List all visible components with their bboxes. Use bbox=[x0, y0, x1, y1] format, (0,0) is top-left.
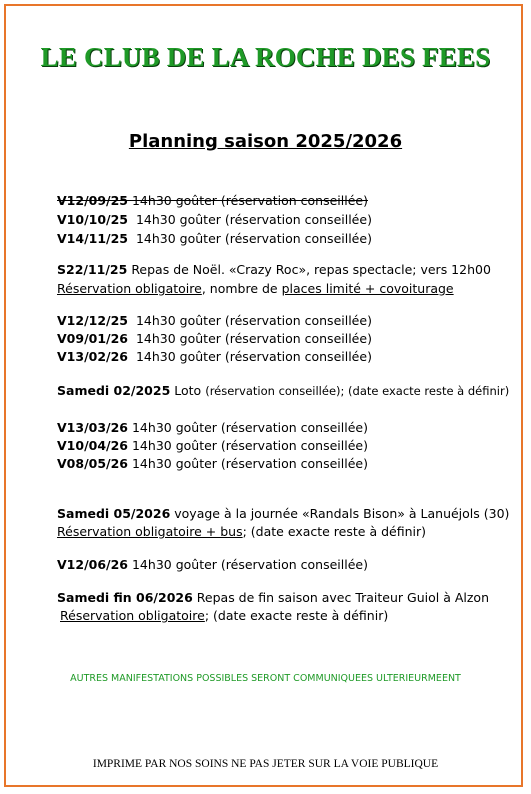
event-text: 14h30 goûter (réservation conseillée) bbox=[131, 193, 368, 208]
event-text: 14h30 goûter (réservation conseillée) bbox=[135, 313, 372, 328]
event-line bbox=[57, 438, 368, 454]
notice-text: AUTRES MANIFESTATIONS POSSIBLES SERONT COMMUNIQUEES ULTERIEURMEENT bbox=[70, 673, 461, 684]
event-line bbox=[57, 313, 372, 329]
event-line bbox=[57, 212, 372, 228]
event-line bbox=[57, 331, 372, 347]
event-date: V12/09/25 bbox=[57, 193, 128, 208]
event-text: Repas de Noël. «Crazy Roc», repas spectacle; vers 12h00 bbox=[131, 262, 491, 277]
event-note: (réservation conseillée); (date exacte reste à définir) bbox=[205, 384, 510, 398]
event-date: V12/12/25 bbox=[57, 313, 128, 328]
event-line bbox=[57, 420, 368, 436]
event-text: 14h30 goûter (réservation conseillée) bbox=[131, 456, 368, 471]
event-date: V14/11/25 bbox=[57, 231, 128, 246]
event-text: Repas de fin saison avec Traiteur Guiol à Alzon bbox=[196, 590, 489, 605]
reservation-required: Réservation obligatoire bbox=[57, 281, 202, 296]
event-text: 14h30 goûter (réservation conseillée) bbox=[135, 349, 372, 364]
planning-heading bbox=[0, 131, 531, 152]
event-date: V12/06/26 bbox=[57, 557, 128, 572]
reservation-required: Réservation obligatoire bbox=[60, 608, 205, 623]
event-date: V09/01/26 bbox=[57, 331, 128, 346]
planning-heading-text: Planning saison 2025/2026 bbox=[128, 131, 403, 152]
event-date: V08/05/26 bbox=[57, 456, 128, 471]
event-line bbox=[57, 590, 489, 606]
event-date: V10/04/26 bbox=[57, 438, 128, 453]
event-date: V10/10/25 bbox=[57, 212, 128, 227]
footer-text: IMPRIME PAR NOS SOINS NE PAS JETER SUR LA VOIE PUBLIQUE bbox=[92, 758, 439, 770]
event-line-2 bbox=[60, 608, 388, 624]
event-line bbox=[57, 262, 491, 278]
event-date: Samedi 02/2025 bbox=[57, 383, 171, 398]
event-line bbox=[57, 456, 368, 472]
event-text: 14h30 goûter (réservation conseillée) bbox=[135, 212, 372, 227]
event-note: ; (date exacte reste à définir) bbox=[242, 524, 426, 539]
event-line-2 bbox=[57, 281, 454, 297]
event-note: ; (date exacte reste à définir) bbox=[204, 608, 389, 623]
event-text: 14h30 goûter (réservation conseillée) bbox=[131, 420, 368, 435]
event-date: V13/03/26 bbox=[57, 420, 128, 435]
event-line-2 bbox=[57, 524, 426, 540]
event-line bbox=[57, 193, 368, 209]
club-title: LE CLUB DE LA ROCHE DES FEES bbox=[40, 42, 491, 72]
event-line bbox=[57, 383, 509, 399]
event-date: Samedi 05/2026 bbox=[57, 506, 171, 521]
event-text: Loto bbox=[174, 383, 202, 398]
reservation-required: Réservation obligatoire + bus bbox=[57, 524, 243, 539]
event-date: V13/02/26 bbox=[57, 349, 128, 364]
event-date: S22/11/25 bbox=[57, 262, 128, 277]
event-note-underlined: places limité + covoiturage bbox=[281, 281, 454, 296]
event-note: , nombre de bbox=[201, 281, 282, 296]
event-text: 14h30 goûter (réservation conseillée) bbox=[135, 331, 372, 346]
event-line bbox=[57, 557, 368, 573]
event-text: 14h30 goûter (réservation conseillée) bbox=[131, 557, 368, 572]
event-text: 14h30 goûter (réservation conseillée) bbox=[135, 231, 372, 246]
event-date: Samedi fin 06/2026 bbox=[57, 590, 193, 605]
event-text: 14h30 goûter (réservation conseillée) bbox=[131, 438, 368, 453]
event-line bbox=[57, 506, 509, 522]
event-line bbox=[57, 231, 372, 247]
event-line bbox=[57, 349, 372, 365]
event-text: voyage à la journée «Randals Bison» à Lanuéjols (30) bbox=[174, 506, 510, 521]
